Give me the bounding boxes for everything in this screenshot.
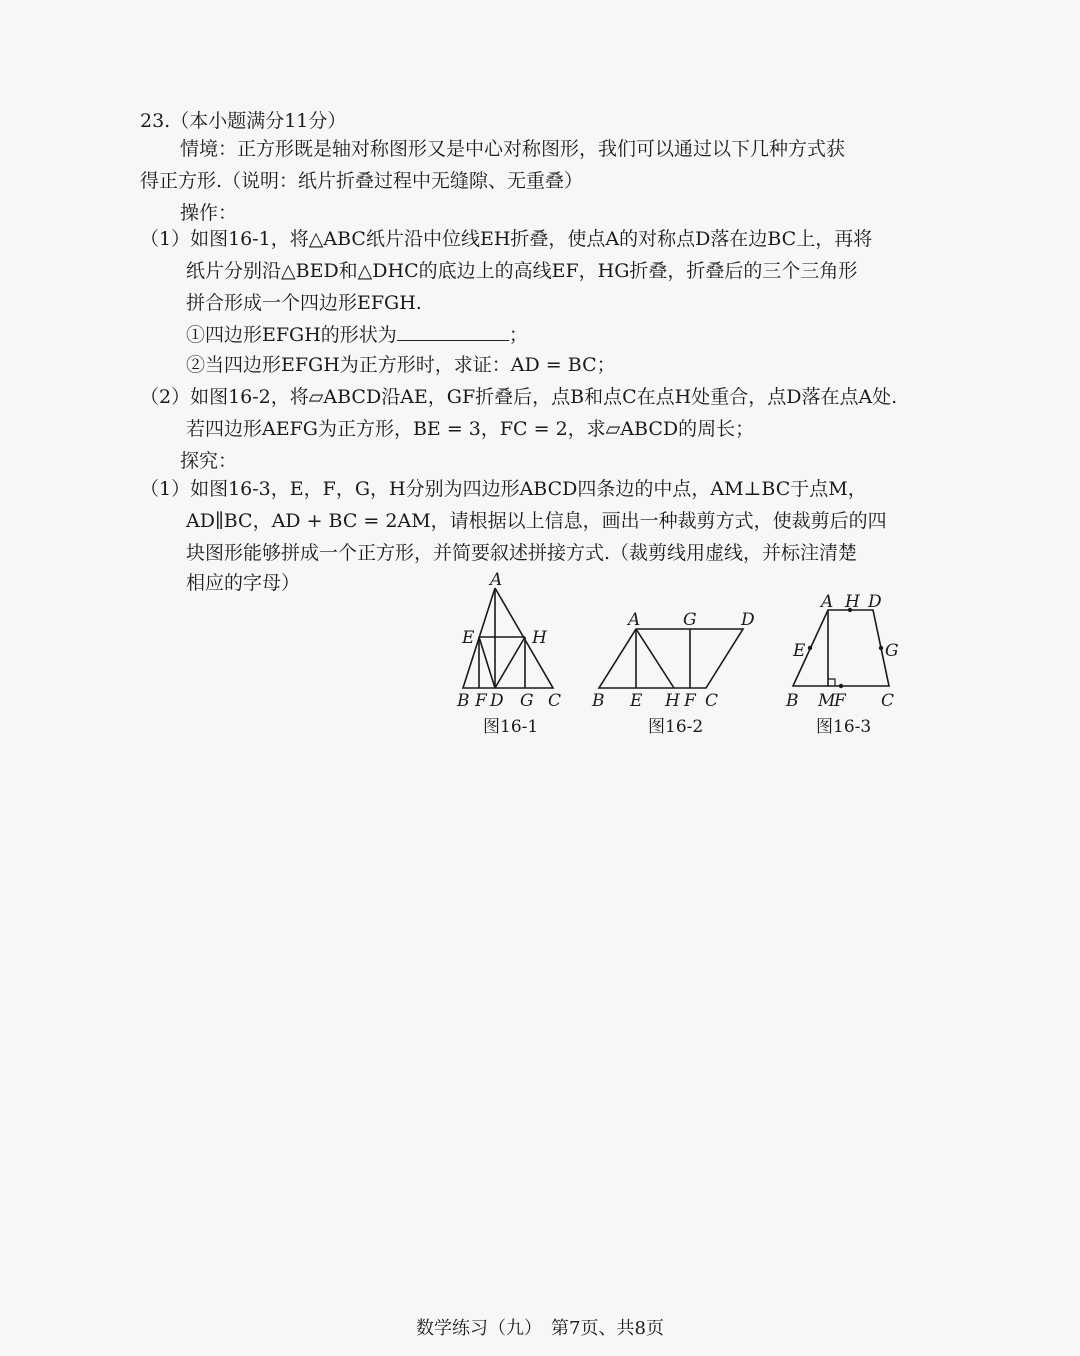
page-footer: 数学练习（九） 第7页、共8页: [416, 1318, 664, 1339]
fig2-label-D: D: [741, 610, 755, 630]
part1-line-1: （1）如图16-1，将△ABC纸片沿中位线EH折叠，使点A的对称点D落在边BC上，再将: [140, 228, 873, 250]
answer-blank[interactable]: [397, 322, 509, 341]
fig1-label-F: F: [475, 691, 487, 711]
part1-question-2: ②当四边形EFGH为正方形时，求证：AD = BC；: [186, 354, 616, 376]
fig3-point-E: [808, 646, 812, 650]
fig3-label-E: E: [793, 641, 806, 661]
context-line-1: 情境：正方形既是轴对称图形又是中心对称图形，我们可以通过以下几种方式获: [180, 138, 846, 160]
fig3-label-D: D: [868, 592, 882, 612]
figure-16-2: [588, 605, 758, 715]
fig1-label-B: B: [457, 691, 470, 711]
operation-label: 操作：: [180, 202, 238, 224]
fig2-label-F: F: [684, 691, 696, 711]
fig1-label-D: D: [490, 691, 504, 711]
explore-line-4: 相应的字母）: [186, 572, 301, 594]
fig1-label-H: H: [532, 628, 547, 648]
fig2-label-B: B: [592, 691, 605, 711]
fig2-parallelogram: [599, 629, 743, 688]
fig2-label-C: C: [705, 691, 719, 711]
fig3-point-F: [839, 684, 843, 688]
fig3-right-angle: [828, 679, 835, 686]
fig3-label-C: C: [881, 691, 895, 711]
problem-header: 23.（本小题满分11分）: [140, 110, 347, 132]
figure-16-3: [780, 590, 910, 715]
part1-line-3: 拼合形成一个四边形EFGH.: [186, 292, 422, 314]
fig3-caption: 图16-3: [816, 717, 872, 737]
context-line-2: 得正方形.（说明：纸片折叠过程中无缝隙、无重叠）: [140, 170, 584, 192]
fig3-label-M: M: [818, 691, 836, 711]
explore-line-3: 块图形能够拼成一个正方形，并简要叙述拼接方式.（裁剪线用虚线，并标注清楚: [186, 542, 858, 564]
fig2-segment-AH: [636, 629, 674, 688]
fig1-label-A: A: [490, 570, 503, 590]
fig2-label-H: H: [665, 691, 680, 711]
fig3-trapezoid: [793, 610, 889, 686]
fig1-label-C: C: [548, 691, 562, 711]
fig1-label-G: G: [520, 691, 534, 711]
fig2-caption: 图16-2: [648, 717, 704, 737]
fig3-point-G: [879, 646, 883, 650]
fig1-segment-HD: [495, 637, 525, 688]
part1-q1-suffix: ；: [508, 324, 528, 346]
part2-line-1: （2）如图16-2，将▱ABCD沿AE，GF折叠后，点B和点C在点H处重合，点D落在点A处.: [140, 386, 898, 408]
fig3-label-A: A: [821, 592, 834, 612]
explore-label: 探究：: [180, 450, 238, 472]
fig1-label-E: E: [462, 628, 475, 648]
part1-question-1: [186, 322, 528, 348]
explore-line-2: AD∥BC，AD + BC = 2AM，请根据以上信息，画出一种裁剪方式，使裁剪后的四: [186, 510, 887, 532]
fig2-label-A: A: [628, 610, 641, 630]
fig3-label-F: F: [834, 691, 846, 711]
part1-line-2: 纸片分别沿△BED和△DHC的底边上的高线EF，HG折叠，折叠后的三个三角形: [186, 260, 858, 282]
fig3-label-G: G: [885, 641, 899, 661]
fig1-caption: 图16-1: [483, 717, 539, 737]
part2-line-2: 若四边形AEFG为正方形，BE = 3，FC = 2，求▱ABCD的周长；: [186, 418, 755, 440]
fig3-label-H: H: [845, 592, 860, 612]
part1-q1-prefix: ①四边形EFGH的形状为: [186, 324, 397, 346]
fig2-label-E: E: [630, 691, 643, 711]
fig1-segment-ED: [479, 637, 495, 688]
fig2-label-G: G: [683, 610, 697, 630]
fig3-label-B: B: [786, 691, 799, 711]
explore-line-1: （1）如图16-3，E，F，G，H分别为四边形ABCD四条边的中点，AM⊥BC于点M，: [140, 478, 867, 500]
figure-16-1: [450, 570, 580, 710]
